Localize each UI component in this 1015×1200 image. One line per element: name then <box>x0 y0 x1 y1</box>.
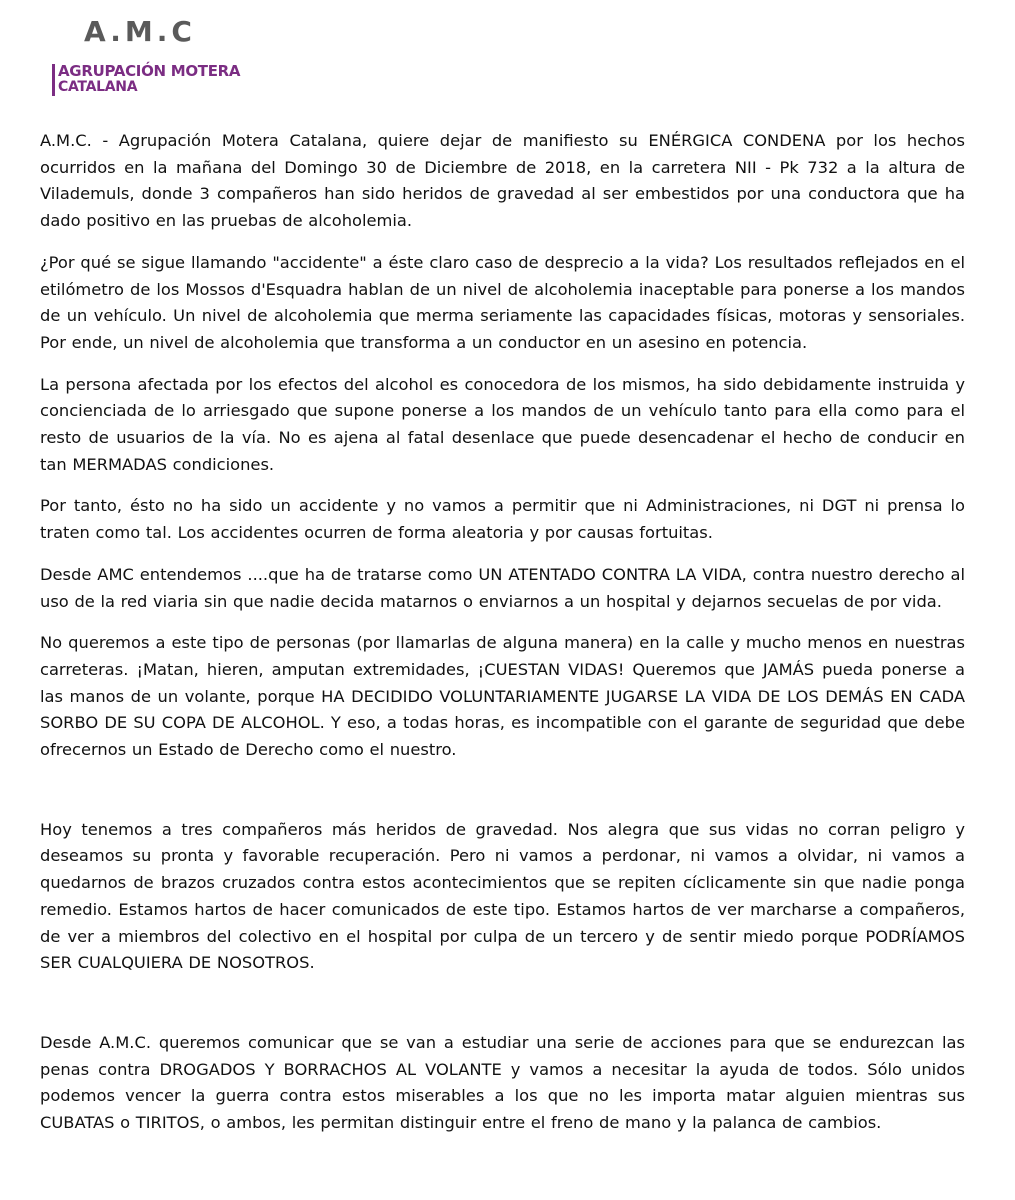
paragraph-por-tanto: Por tanto, ésto no ha sido un accidente y no vamos a permitir que ni Administraciones, ni DGT ni prensa lo traten como tal. Los accidentes ocurren de forma aleatoria y por causas fortuitas. <box>40 496 965 543</box>
statement-body <box>40 128 965 1137</box>
paragraph-acciones: Desde A.M.C. queremos comunicar que se van a estudiar una serie de acciones para que se endurezcan las penas contra DROGADOS Y BORRACHOS AL VOLANTE y vamos a necesitar la ayuda de todos. Sólo unidos podemos vencer la guerra contra estos miserables a los que no les importa matar alguien mientras sus CUBATAS o TIRITOS, o ambos, les permitan distinguir entre el freno de mano y la palanca de cambios. <box>40 1032 965 1133</box>
paragraph-no-queremos: No queremos a este tipo de personas (por llamarlas de alguna manera) en la calle y mucho menos en nuestras carreteras. ¡Matan, hieren, amputan extremidades, ¡CUESTAN VIDAS! Queremos que JAMÁS pueda ponerse a las manos de un volante, porque HA DECIDIDO VOLUNTARIAMENTE JUGARSE LA VIDA DE LOS DEMÁS EN CADA SORBO DE SU COPA DE ALCOHOL. Y eso, a todas horas, es incompatible con el garante de seguridad que debe ofrecernos un Estado de Derecho como el nuestro. <box>40 633 965 760</box>
logo-subtitle-line-2: CATALANA <box>58 79 138 95</box>
logo-accent-bar <box>52 64 55 96</box>
paragraph-condena: A.M.C. - Agrupación Motera Catalana, quiere dejar de manifiesto su ENÉRGICA CONDENA por los hechos ocurridos en la mañana del Domingo 30 de Diciembre de 2018, en la carretera NII - Pk 732 a la altura de Vilademuls, donde 3 compañeros han sido heridos de gravedad al ser embestidos por una conductora que ha dado positivo en las pruebas de alcoholemia. <box>40 131 965 231</box>
paragraph-accidente: ¿Por qué se sigue llamando "accidente" a éste claro caso de desprecio a la vida? Los resultados reflejados en el etilómetro de los Mossos d'Esquadra hablan de un nivel de alcoholemia inaceptable para ponerse a los mandos de un vehículo. Un nivel de alcoholemia que merma seriamente las capacidades físicas, motoras y sensoriales. Por ende, un nivel de alcoholemia que transforma a un conductor en un asesino en potencia. <box>40 252 965 352</box>
paragraph-atentado: Desde AMC entendemos ....que ha de tratarse como UN ATENTADO CONTRA LA VIDA, contra nuestro derecho al uso de la red viaria sin que nadie decida matarnos o enviarnos a un hospital y dejarnos secuelas de por vida. <box>40 564 965 611</box>
logo-subtitle-line-1: AGRUPACIÓN MOTERA <box>58 62 241 80</box>
paragraph-hoy-tenemos: Hoy tenemos a tres compañeros más heridos de gravedad. Nos alegra que sus vidas no corran peligro y deseamos su pronta y favorable recuperación. Pero ni vamos a perdonar, ni vamos a olvidar, ni vamos a quedarnos de brazos cruzados contra estos acontecimientos que se repiten cíclicamente sin que nadie ponga remedio. Estamos hartos de hacer comunicados de este tipo. Estamos hartos de ver marcharse a compañeros, de ver a miembros del colectivo en el hospital por culpa de un tercero y de sentir miedo porque PODRÍAMOS SER CUALQUIERA DE NOSOTROS. <box>40 819 965 973</box>
paragraph-persona-afectada: La persona afectada por los efectos del alcohol es conocedora de los mismos, ha sido debidamente instruida y concienciada de lo arriesgado que supone ponerse a los mandos de un vehículo tanto para ella como para el resto de usuarios de la vía. No es ajena al fatal desenlace que puede desencadenar el hecho de conducir en tan MERMADAS condiciones. <box>40 374 965 474</box>
amc-logo <box>48 12 268 95</box>
logo-title: A.M.C <box>84 15 196 48</box>
